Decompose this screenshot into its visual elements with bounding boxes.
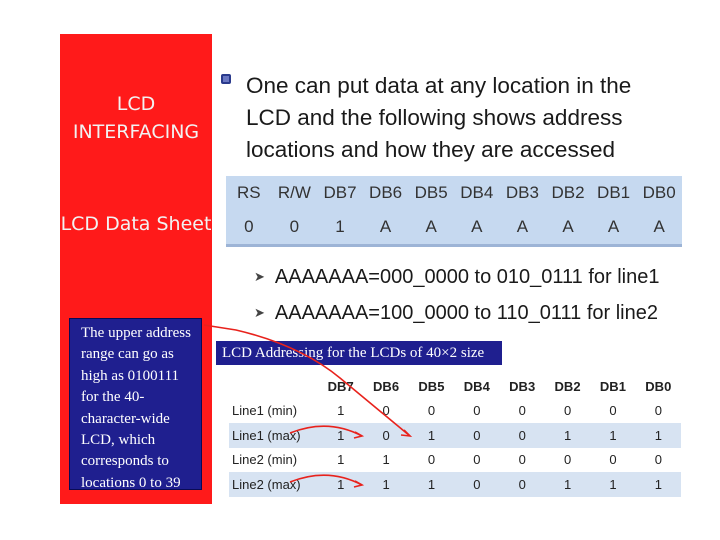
cmd-header-cell: DB1: [597, 183, 631, 202]
table-cell: 1: [363, 448, 408, 473]
table-cell: 0: [500, 423, 545, 448]
table-cell: 1: [590, 472, 635, 497]
row-label: Line1 (max): [229, 423, 318, 448]
cmd-value-cell: A: [379, 217, 392, 236]
sidebar-title-line2: INTERFACING: [72, 121, 200, 143]
intro-line: LCD and the following shows address: [246, 105, 623, 130]
cmd-header-cell: DB0: [642, 183, 676, 202]
row-label: Line1 (min): [229, 399, 318, 424]
table-cell: 0: [409, 448, 454, 473]
note-line: corresponds to: [81, 453, 169, 470]
table-cell: 1: [318, 423, 363, 448]
table-cell: 0: [636, 448, 681, 473]
table-cell: 1: [409, 423, 454, 448]
table-cell: 0: [500, 448, 545, 473]
row-label: Line2 (max): [229, 472, 318, 497]
table-cell: 0: [454, 399, 499, 424]
sidebar-title-line1: LCD: [116, 93, 156, 115]
arrow-bullet-icon: ➤: [254, 305, 265, 320]
table-cell: 0: [545, 399, 590, 424]
header-cell: DB7: [318, 374, 363, 399]
table-cell: 0: [454, 448, 499, 473]
cmd-header-cell: R/W: [277, 183, 311, 202]
cmd-header-cell: DB5: [414, 183, 448, 202]
cmd-value-cell: 0: [289, 217, 300, 236]
cmd-value-cell: A: [653, 217, 665, 236]
table-cell: 1: [636, 423, 681, 448]
table-cell: 1: [409, 472, 454, 497]
note-line: The upper address: [81, 325, 191, 341]
table-cell: 1: [590, 423, 635, 448]
cmd-value-cell: A: [607, 217, 620, 236]
table-cell: 0: [454, 472, 499, 497]
table-cell: 1: [318, 448, 363, 473]
table-cell: 0: [454, 423, 499, 448]
curved-arrow-line1: [290, 426, 362, 436]
note-line: high as 0100111: [81, 367, 180, 384]
curved-arrow-head1: [354, 432, 362, 438]
table-cell: 0: [500, 472, 545, 497]
cmd-value-cell: A: [562, 217, 574, 236]
table-cell: 0: [363, 423, 408, 448]
cmd-value-cell: 1: [335, 217, 345, 236]
table-cell: 1: [363, 472, 408, 497]
header-cell: DB6: [363, 374, 408, 399]
table-cell: 1: [636, 472, 681, 497]
addressing-caption: LCD Addressing for the LCDs of 40×2 size: [216, 341, 502, 365]
table-cell: 0: [590, 399, 635, 424]
cmd-header-cell: DB4: [460, 183, 494, 202]
cmd-header-cell: DB6: [369, 183, 403, 202]
note-line: LCD, which: [81, 432, 156, 449]
cmd-header-cell: DB7: [323, 183, 357, 202]
header-cell: DB3: [500, 374, 545, 399]
header-cell: DB4: [454, 374, 499, 399]
header-cell: DB2: [545, 374, 590, 399]
pointer-line: [204, 325, 410, 436]
table-cell: 1: [545, 423, 590, 448]
intro-line: One can put data at any location in the: [246, 73, 632, 98]
header-cell: DB5: [409, 374, 454, 399]
cmd-value-cell: A: [425, 217, 437, 236]
note-line: character-wide: [81, 410, 170, 427]
cmd-value-cell: A: [516, 217, 529, 236]
table-cell: 0: [500, 399, 545, 424]
arrow-bullet-icon: ➤: [254, 269, 265, 284]
curved-arrow-head2: [354, 481, 362, 487]
row-label: Line2 (min): [229, 448, 318, 473]
note-line: for the 40-: [81, 389, 145, 406]
sidebar-subtitle: LCD Data Sheet: [60, 213, 212, 235]
curved-arrow-line2: [290, 475, 362, 485]
note-line: range can go as: [81, 346, 174, 363]
table-cell: 0: [590, 448, 635, 473]
table-cell: 0: [409, 399, 454, 424]
cmd-header-cell: DB2: [551, 183, 585, 202]
cmd-value-cell: 0: [244, 217, 254, 236]
header-cell: DB0: [636, 374, 681, 399]
table-cell: 0: [636, 399, 681, 424]
table-cell: 1: [318, 399, 363, 424]
cmd-value-cell: A: [471, 217, 483, 236]
cmd-header-cell: DB3: [505, 183, 539, 202]
table-cell: 1: [545, 472, 590, 497]
cmd-header-cell: RS: [236, 183, 261, 202]
table-cell: 0: [545, 448, 590, 473]
range-text: AAAAAAA=100_0000 to 110_0111 for line2: [274, 302, 658, 324]
note-line: locations 0 to 39: [81, 474, 181, 491]
table-cell: 1: [318, 472, 363, 497]
range-text: AAAAAAA=000_0000 to 010_0111 for line1: [274, 266, 660, 288]
intro-line: locations and how they are accessed: [246, 137, 615, 162]
header-cell: DB1: [590, 374, 635, 399]
table-cell: 0: [363, 399, 408, 424]
